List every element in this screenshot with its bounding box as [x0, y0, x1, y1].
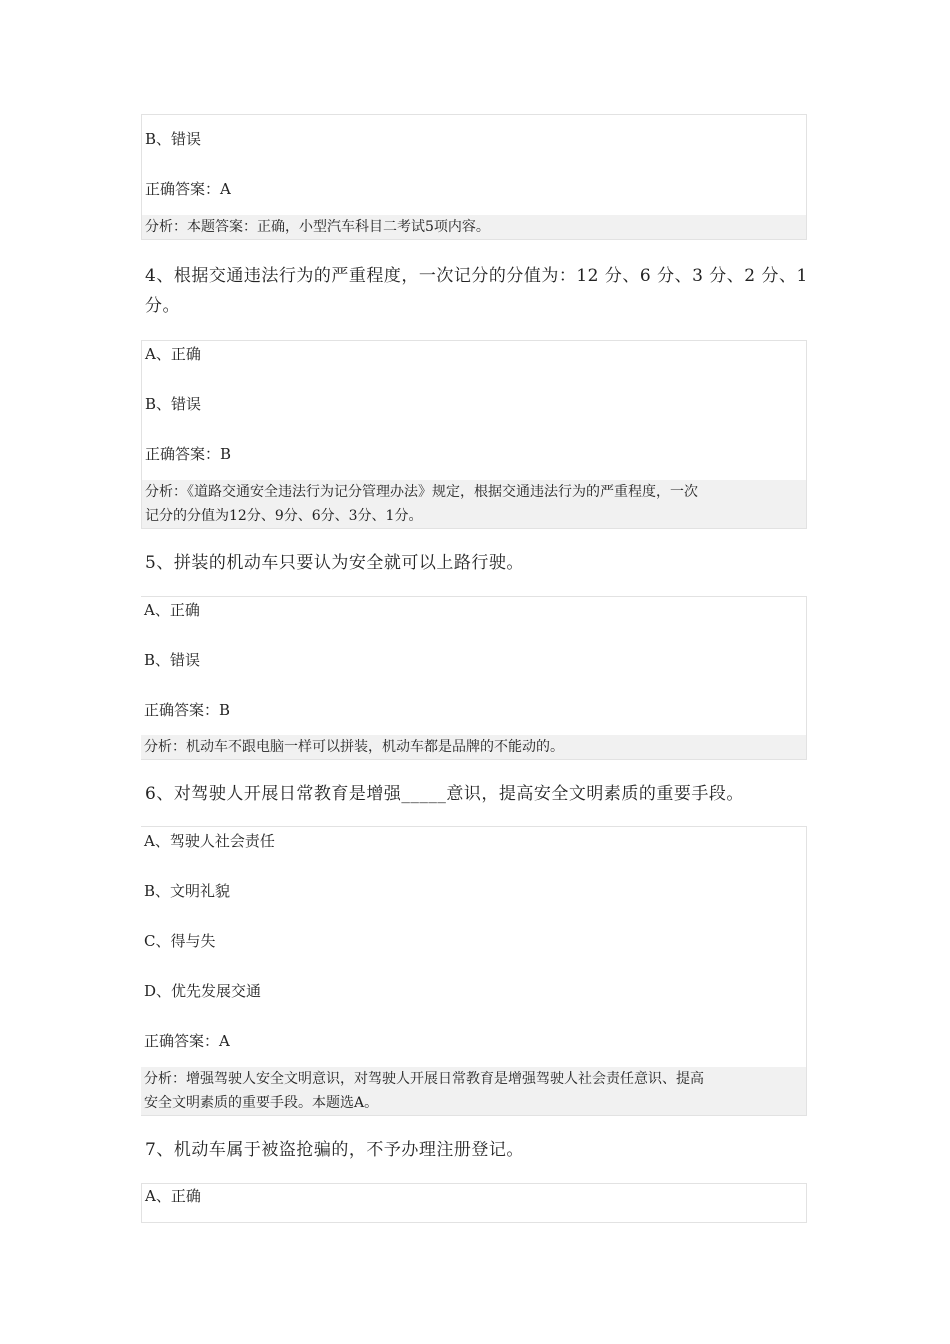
option-b[interactable]: B、错误 — [145, 395, 202, 413]
option-d[interactable]: D、优先发展交通 — [144, 982, 262, 1000]
option-b[interactable]: B、错误 — [145, 130, 202, 148]
analysis-text: 分析：机动车不跟电脑一样可以拼装，机动车都是品牌的不能动的。 — [144, 739, 564, 755]
analysis-line-1: 分析：《道路交通安全违法行为记分管理办法》规定，根据交通违法行为的严重程度，一次 — [145, 484, 698, 500]
analysis — [142, 215, 806, 239]
question-4-options-box — [141, 340, 807, 529]
analysis-text: 分析：本题答案：正确，小型汽车科目二考试5项内容。 — [145, 219, 490, 235]
question-5-text: 5、拼装的机动车只要认为安全就可以上路行驶。 — [145, 553, 524, 573]
question-4-text: 4、根据交通违法行为的严重程度，一次记分的分值为：12 分、6 分、3 分、2 分、1 分。 — [145, 266, 808, 316]
analysis — [142, 480, 806, 528]
option-b[interactable]: B、错误 — [144, 651, 201, 669]
question-5-options-box — [141, 596, 807, 760]
question-7-options-box — [141, 1183, 807, 1223]
option-a[interactable]: A、正确 — [145, 345, 201, 363]
correct-answer: 正确答案：A — [144, 1032, 230, 1050]
analysis — [141, 1067, 806, 1115]
analysis-line-2: 安全文明素质的重要手段。本题选A。 — [144, 1095, 379, 1111]
correct-answer: 正确答案：A — [145, 180, 231, 198]
option-c[interactable]: C、得与失 — [144, 932, 216, 950]
question-7-text: 7、机动车属于被盗抢骗的，不予办理注册登记。 — [145, 1140, 524, 1160]
analysis — [141, 735, 806, 759]
question-3-options-box — [141, 114, 807, 240]
option-a[interactable]: A、正确 — [144, 601, 200, 619]
option-a[interactable]: A、正确 — [145, 1187, 201, 1205]
correct-answer: 正确答案：B — [144, 701, 231, 719]
analysis-line-1: 分析：增强驾驶人安全文明意识，对驾驶人开展日常教育是增强驾驶人社会责任意识、提高 — [144, 1071, 704, 1087]
option-a[interactable]: A、驾驶人社会责任 — [144, 832, 275, 850]
question-6-text: 6、对驾驶人开展日常教育是增强_____意识，提高安全文明素质的重要手段。 — [145, 784, 744, 804]
question-6-options-box — [141, 826, 807, 1116]
analysis-line-2: 记分的分值为12分、9分、6分、3分、1分。 — [145, 508, 423, 524]
option-b[interactable]: B、文明礼貌 — [144, 882, 231, 900]
correct-answer: 正确答案：B — [145, 445, 232, 463]
